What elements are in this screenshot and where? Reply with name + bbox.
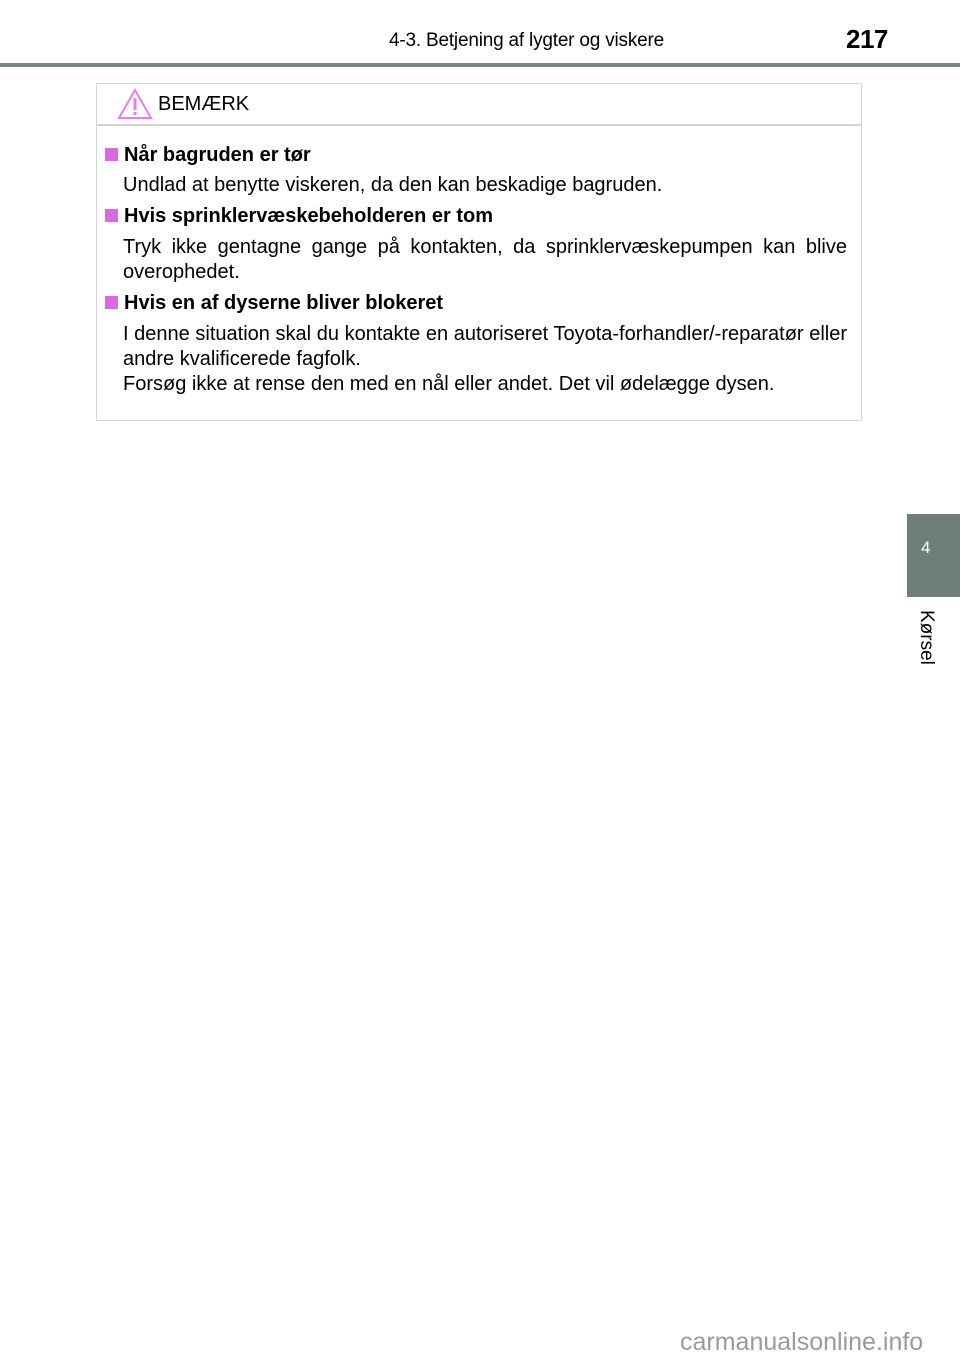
page-number: 217 [846,24,888,54]
chapter-name: Kørsel [916,610,937,665]
section-heading: Hvis sprinklervæskebeholderen er tom [105,205,493,228]
notice-title: BEMÆRK [158,93,250,115]
bullet-square-icon [105,148,118,161]
chapter-tab: 4 [907,514,960,597]
bullet-square-icon [105,296,118,309]
notice-header [97,84,861,126]
bullet-square-icon [105,209,118,222]
section-title: 4-3. Betjening af lygter og viskere [389,30,664,51]
watermark: carmanualsonline.info [680,1328,924,1356]
paragraph: Tryk ikke gentagne gange på kontakten, da sprinklervæskepumpen kan blive overophedet. [123,236,847,283]
notice-box [96,83,862,421]
section-heading: Hvis en af dyserne bliver blokeret [105,292,443,315]
paragraph: I denne situation skal du kontakte en autoriseret Toyota-forhandler/-reparatør eller andre kvalificerede fagfolk. [123,323,847,370]
paragraph: Forsøg ikke at rense den med en nål eller andet. Det vil ødelægge dysen. [123,373,775,395]
header-divider [0,63,960,67]
section-heading: Når bagruden er tør [105,144,311,167]
paragraph: Undlad at benytte viskeren, da den kan beskadige bagruden. [123,174,663,196]
warning-triangle-icon [117,88,153,120]
